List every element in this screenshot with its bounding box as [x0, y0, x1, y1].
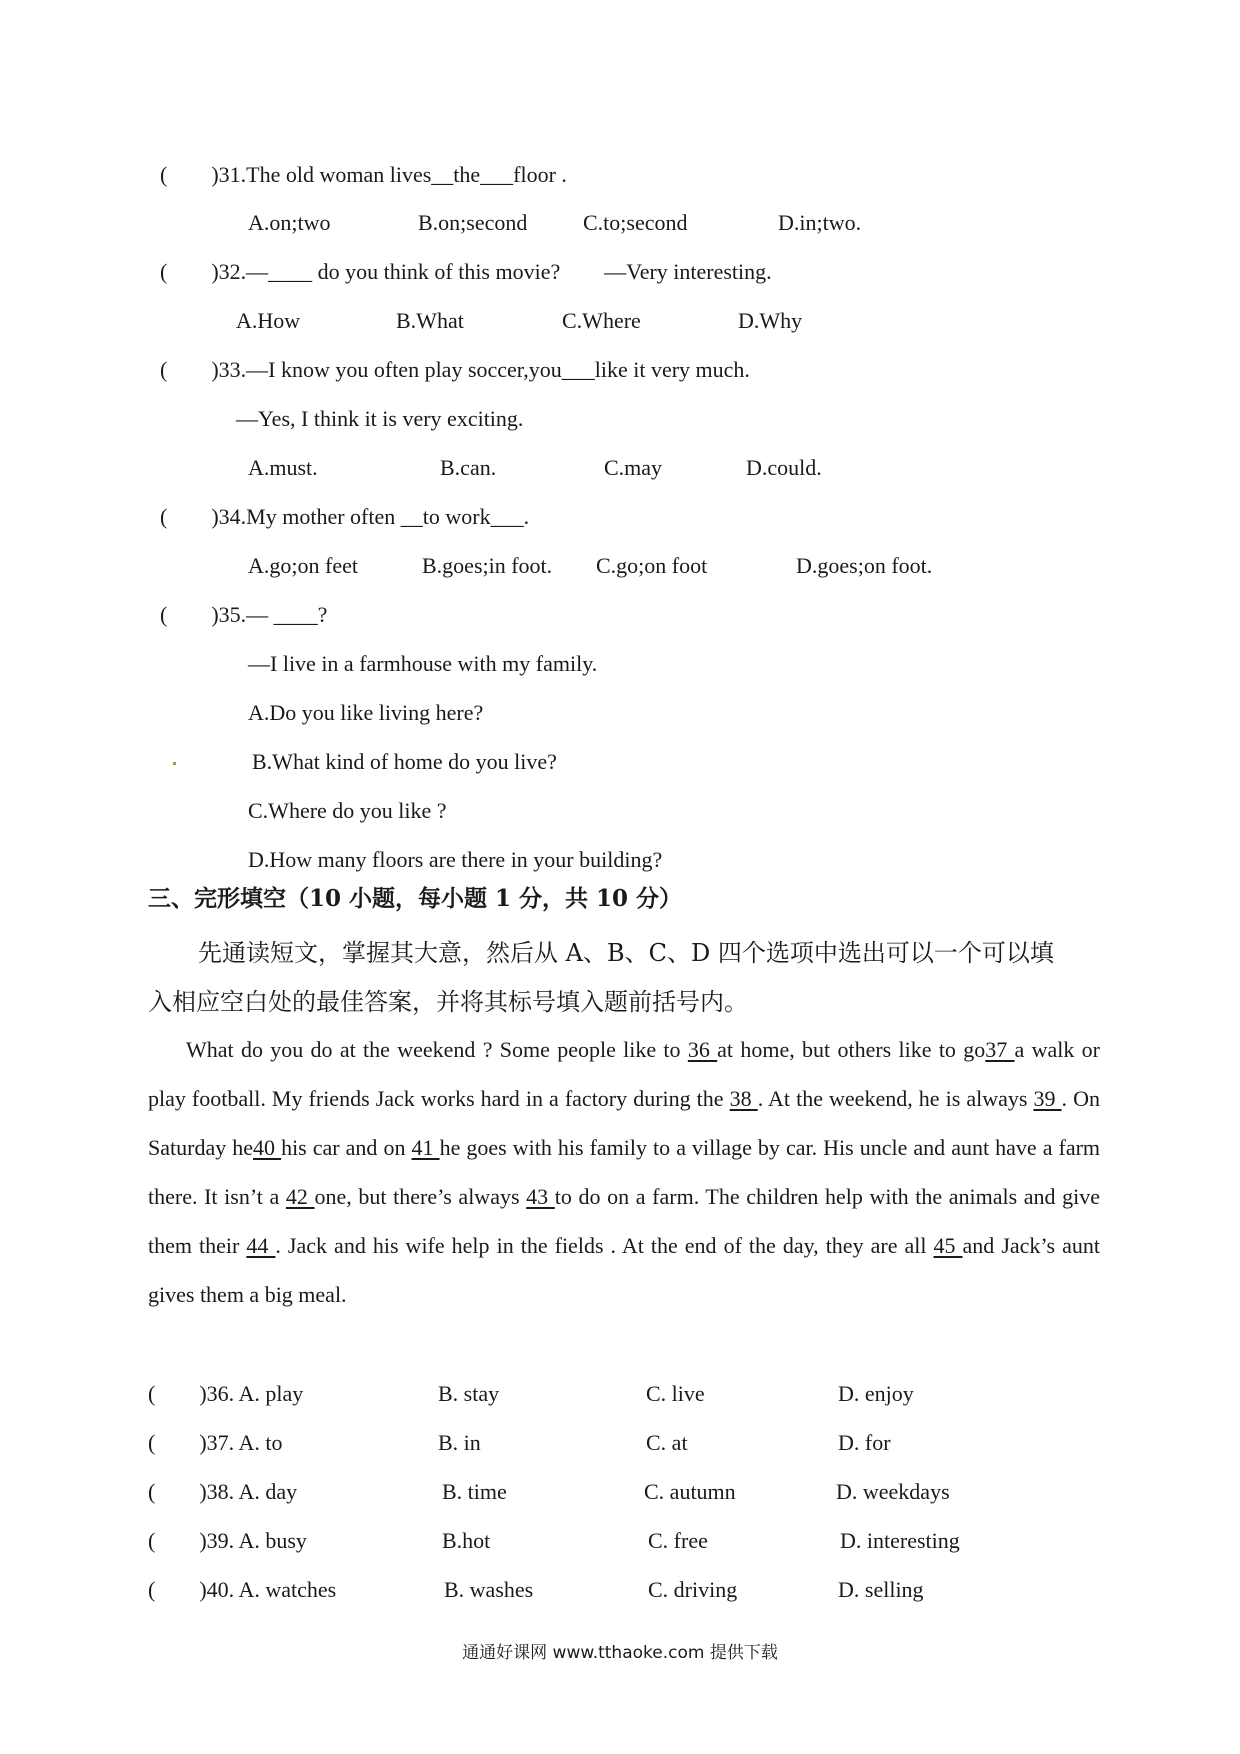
- option-a: A.How: [236, 308, 301, 333]
- option-c: C. free: [648, 1528, 708, 1553]
- cloze-passage: What do you do at the weekend ? Some people like to 36 at home, but others like to go37 a walk or play football. My friends Jack works hard in a factory during the 38 . At the weekend, he is always 39 . On Saturday he40 his car and on 41 he goes with his family to a village by car. His uncle and aunt have a farm there. It isn’t a 42 one, but there’s always 43 to do on a farm. The children help with the animals and give them their 44 . Jack and his wife help in the fields . At the end of the day, they are all 45 and Jack’s aunt gives them a big meal.: [148, 1037, 1101, 1307]
- option-c: C. live: [646, 1381, 705, 1406]
- option-c: C.to;second: [583, 210, 688, 235]
- blank-43: 43: [526, 1184, 555, 1209]
- page-footer: 通通好课网 www.tthaoke.com 提供下载: [462, 1643, 778, 1663]
- answer-paren[interactable]: ( ): [160, 357, 219, 382]
- question-stem: 33.—I know you often play soccer,you___like it very much.: [218, 357, 750, 382]
- option-a: A.on;two: [248, 210, 331, 235]
- blank-38: 38: [729, 1086, 758, 1111]
- blank-42: 42: [285, 1184, 315, 1209]
- instruction-line-1: 先通读短文，掌握其大意，然后从 A、B、C、D 四个选项中选出可以一个可以填: [198, 939, 1054, 967]
- speck-mark: [173, 762, 176, 765]
- question-stem: 31.The old woman lives__the___floor .: [218, 162, 567, 187]
- option-b: B.on;second: [418, 210, 528, 235]
- question-33: [160, 359, 750, 381]
- option-b: B. stay: [438, 1381, 500, 1406]
- question-32: [160, 261, 772, 283]
- option-b: B.What kind of home do you live?: [252, 749, 557, 774]
- option-b: B. time: [442, 1479, 507, 1504]
- answer-paren[interactable]: ( ): [160, 162, 219, 187]
- answer-paren[interactable]: ( ): [160, 504, 219, 529]
- instruction-line-2: 入相应空白处的最佳答案，并将其标号填入题前括号内。: [148, 988, 748, 1016]
- blank-44: 44: [246, 1233, 276, 1258]
- option-c: C.go;on foot: [596, 553, 708, 578]
- blank-41: 41: [411, 1135, 440, 1160]
- cloze-39: ( )39. A. busy: [148, 1528, 307, 1553]
- option-b: B.What: [396, 308, 464, 333]
- option-c: C. driving: [648, 1577, 738, 1602]
- question-33-reply: —Yes, I think it is very exciting.: [236, 406, 524, 431]
- question-stem: 34.My mother often __to work___.: [218, 504, 530, 529]
- option-b: B.can.: [440, 455, 497, 480]
- option-d: D.in;two.: [778, 210, 862, 235]
- option-d: D. interesting: [840, 1528, 960, 1553]
- answer-paren[interactable]: ( ): [160, 602, 219, 627]
- blank-45: 45: [933, 1233, 963, 1258]
- question-35: [160, 604, 327, 626]
- option-d: D.goes;on foot.: [796, 553, 933, 578]
- cloze-36: ( )36. A. play: [148, 1381, 304, 1406]
- cloze-40: ( )40. A. watches: [148, 1577, 337, 1602]
- blank-40: 40: [253, 1135, 282, 1160]
- option-c: C.Where do you like ?: [248, 798, 447, 823]
- answer-paren[interactable]: ( ): [148, 1577, 207, 1602]
- answer-paren[interactable]: ( ): [148, 1430, 207, 1455]
- option-d: D.Why: [738, 308, 803, 333]
- option-c: C. autumn: [644, 1479, 736, 1504]
- option-d: D. for: [838, 1430, 891, 1455]
- option-a: A.go;on feet: [248, 553, 358, 578]
- question-stem: 35.— ____?: [218, 602, 328, 627]
- option-d: D. weekdays: [836, 1479, 950, 1504]
- option-b: B. in: [438, 1430, 481, 1455]
- option-d: D. enjoy: [838, 1381, 914, 1406]
- answer-paren[interactable]: ( ): [148, 1381, 207, 1406]
- option-b: B.goes;in foot.: [422, 553, 553, 578]
- answer-paren[interactable]: ( ): [148, 1479, 207, 1504]
- question-31: [160, 164, 567, 186]
- cloze-37: ( )37. A. to: [148, 1430, 283, 1455]
- blank-39: 39: [1033, 1086, 1062, 1111]
- answer-paren[interactable]: ( ): [148, 1528, 207, 1553]
- cloze-38: ( )38. A. day: [148, 1479, 298, 1504]
- option-a: A.must.: [248, 455, 318, 480]
- blank-37: 37: [985, 1037, 1015, 1062]
- option-d: D. selling: [838, 1577, 924, 1602]
- option-c: C.may: [604, 455, 663, 480]
- option-d: D.could.: [746, 455, 822, 480]
- option-b: B.hot: [442, 1528, 491, 1553]
- section-heading: 三、完形填空（10 小题，每小题 1 分，共 10 分）: [148, 885, 683, 912]
- option-c: C.Where: [562, 308, 641, 333]
- answer-paren[interactable]: ( ): [160, 259, 219, 284]
- option-b: B. washes: [444, 1577, 534, 1602]
- blank-36: 36: [687, 1037, 718, 1062]
- question-stem: 32.—____ do you think of this movie? —Very interesting.: [218, 259, 772, 284]
- option-d: D.How many floors are there in your building?: [248, 847, 663, 872]
- option-c: C. at: [646, 1430, 688, 1455]
- option-a: A.Do you like living here?: [248, 700, 484, 725]
- question-35-reply: —I live in a farmhouse with my family.: [248, 651, 598, 676]
- question-34: [160, 506, 529, 528]
